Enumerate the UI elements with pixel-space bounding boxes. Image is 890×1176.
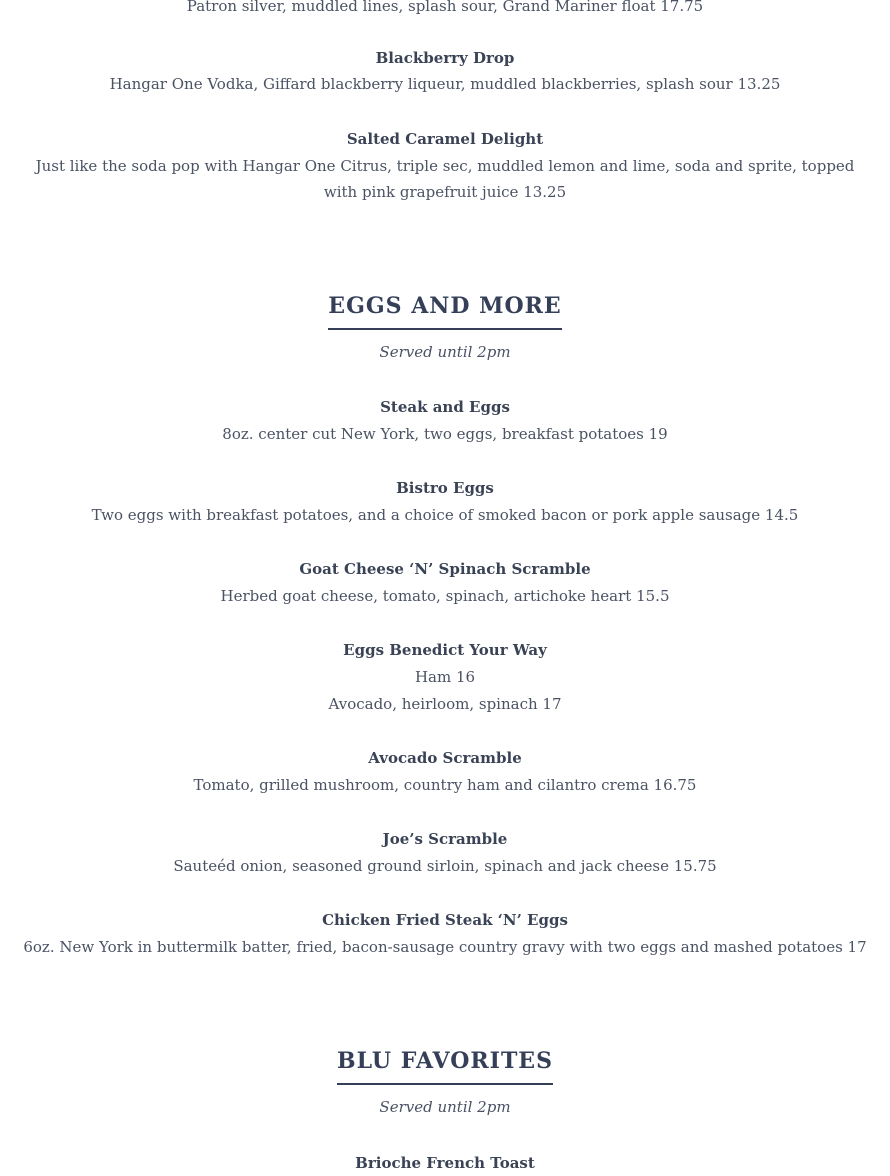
menu-item-description: 6oz. New York in buttermilk batter, fried, bacon-sausage country gravy with two eggs and mashed potatoes 17 — [23, 938, 867, 956]
menu-item-name: Bistro Eggs — [396, 479, 494, 497]
section-title-blu-favorites — [0, 1047, 890, 1085]
menu-item-name: Avocado Scramble — [368, 749, 522, 767]
section-heading: BLU FAVORITES — [337, 1047, 553, 1085]
menu-item-name: Steak and Eggs — [380, 398, 510, 416]
menu-item-description: Hangar One Vodka, Giffard blackberry liqueur, muddled blackberries, splash sour 13.25 — [109, 75, 781, 93]
menu-item-description: Just like the soda pop with Hangar One Citrus, triple sec, muddled lemon and lime, soda and sprite, topped with pink grapefruit juice 13.25 — [35, 157, 855, 201]
section-title-eggs — [0, 292, 890, 330]
menu-item-description: Avocado, heirloom, spinach 17 — [328, 695, 562, 713]
menu-item-name: Brioche French Toast — [355, 1154, 535, 1172]
section-note: Served until 2pm — [379, 1098, 511, 1116]
section-heading: EGGS AND MORE — [328, 292, 561, 330]
menu-item-name: Joe’s Scramble — [382, 830, 508, 848]
menu-item-description: Tomato, grilled mushroom, country ham and cilantro crema 16.75 — [193, 776, 697, 794]
cocktail-description: Patron silver, muddled lines, splash sour, Grand Mariner float 17.75 — [186, 0, 704, 15]
menu-item-name: Chicken Fried Steak ‘N’ Eggs — [322, 911, 568, 929]
menu-item-name: Goat Cheese ‘N’ Spinach Scramble — [299, 560, 591, 578]
menu-item-description: Ham 16 — [414, 668, 476, 686]
menu-item-description: 8oz. center cut New York, two eggs, breakfast potatoes 19 — [222, 425, 668, 443]
menu-item-description: Two eggs with breakfast potatoes, and a choice of smoked bacon or pork apple sausage 14.5 — [91, 506, 799, 524]
menu-item-name: Salted Caramel Delight — [346, 130, 544, 148]
menu-item-name: Blackberry Drop — [375, 49, 515, 67]
menu-item-name: Eggs Benedict Your Way — [343, 641, 547, 659]
menu-item-description: Herbed goat cheese, tomato, spinach, artichoke heart 15.5 — [220, 587, 670, 605]
menu-item-description: Sauteéd onion, seasoned ground sirloin, spinach and jack cheese 15.75 — [173, 857, 717, 875]
section-note: Served until 2pm — [379, 343, 511, 361]
